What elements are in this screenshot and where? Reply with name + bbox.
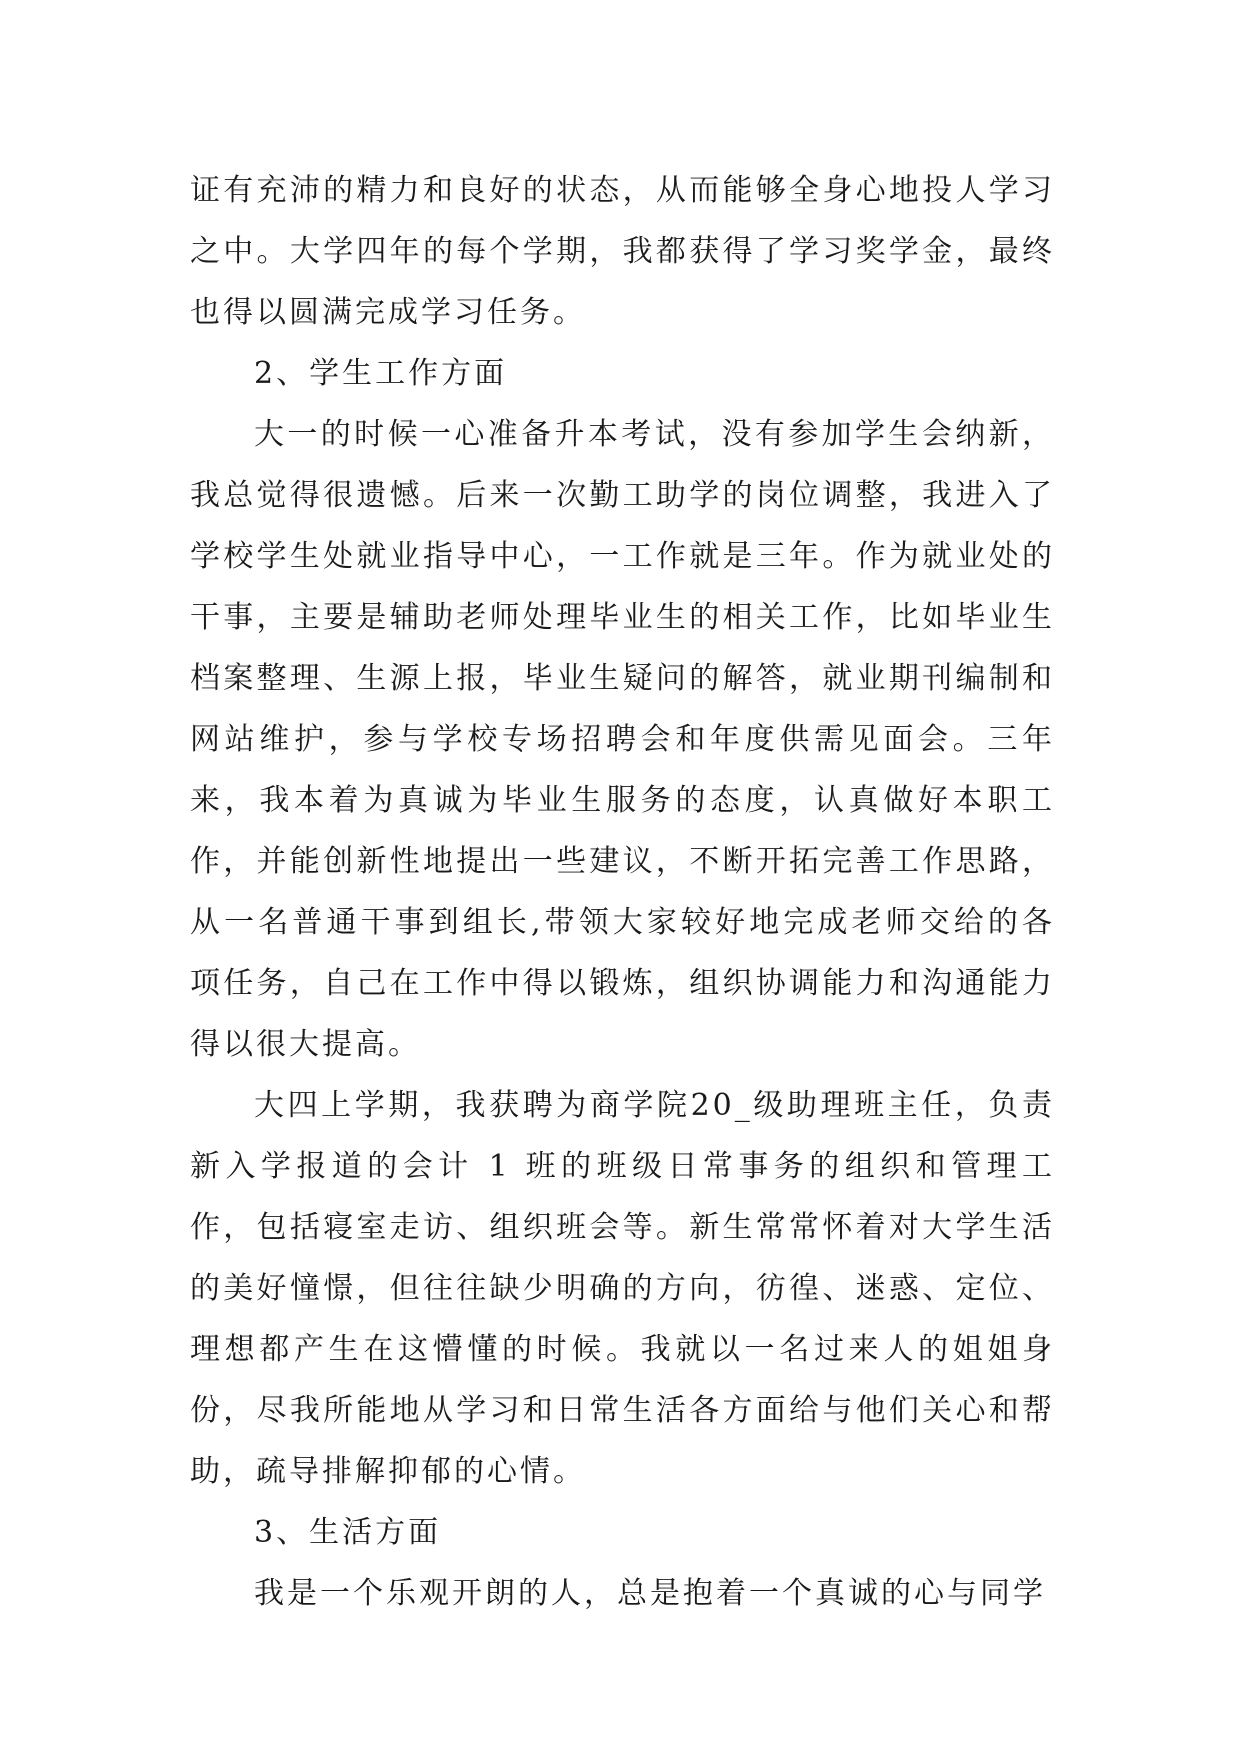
- paragraph-life-1: 我是一个乐观开朗的人，总是抱着一个真诚的心与同学: [254, 1576, 1046, 1611]
- section-heading-life: 3、生活方面: [254, 1515, 442, 1550]
- paragraph-student-work-1: 大一的时候一心准备升本考试，没有参加学生会纳新，我总觉得很遗憾。后来一次勤工助学的岗位调整，我进入了学校学生处就业指导中心，一工作就是三年。作为就业处的干事，主要是辅助老师处理毕业生的相关工作，比如毕业生档案整理、生源上报，毕业生疑问的解答，就业期刊编制和网站维护，参与学校专场招聘会和年度供需见面会。三年来，我本着为真诚为毕业生服务的态度，认真做好本职工作，并能创新性地提出一些建议，不断开拓完善工作思路，从一名普通干事到组长,带领大家较好地完成老师交给的各项任务，自己在工作中得以锻炼，组织协调能力和沟通能力得以很大提高。: [190, 417, 1055, 1062]
- paragraph-continuation: 证有充沛的精力和良好的状态，从而能够全身心地投人学习之中。大学四年的每个学期，我都获得了学习奖学金，最终也得以圆满完成学习任务。: [190, 173, 1055, 330]
- document-body: [190, 160, 1055, 1624]
- section-heading-student-work: 2、学生工作方面: [254, 356, 508, 391]
- paragraph-student-work-2: 大四上学期，我获聘为商学院20_级助理班主任，负责新入学报道的会计 1 班的班级日常事务的组织和管理工作，包括寝室走访、组织班会等。新生常常怀着对大学生活的美好憧憬，但往往缺少明确的方向，彷徨、迷惑、定位、理想都产生在这懵懂的时候。我就以一名过来人的姐姐身份，尽我所能地从学习和日常生活各方面给与他们关心和帮助，疏导排解抑郁的心情。: [190, 1088, 1055, 1489]
